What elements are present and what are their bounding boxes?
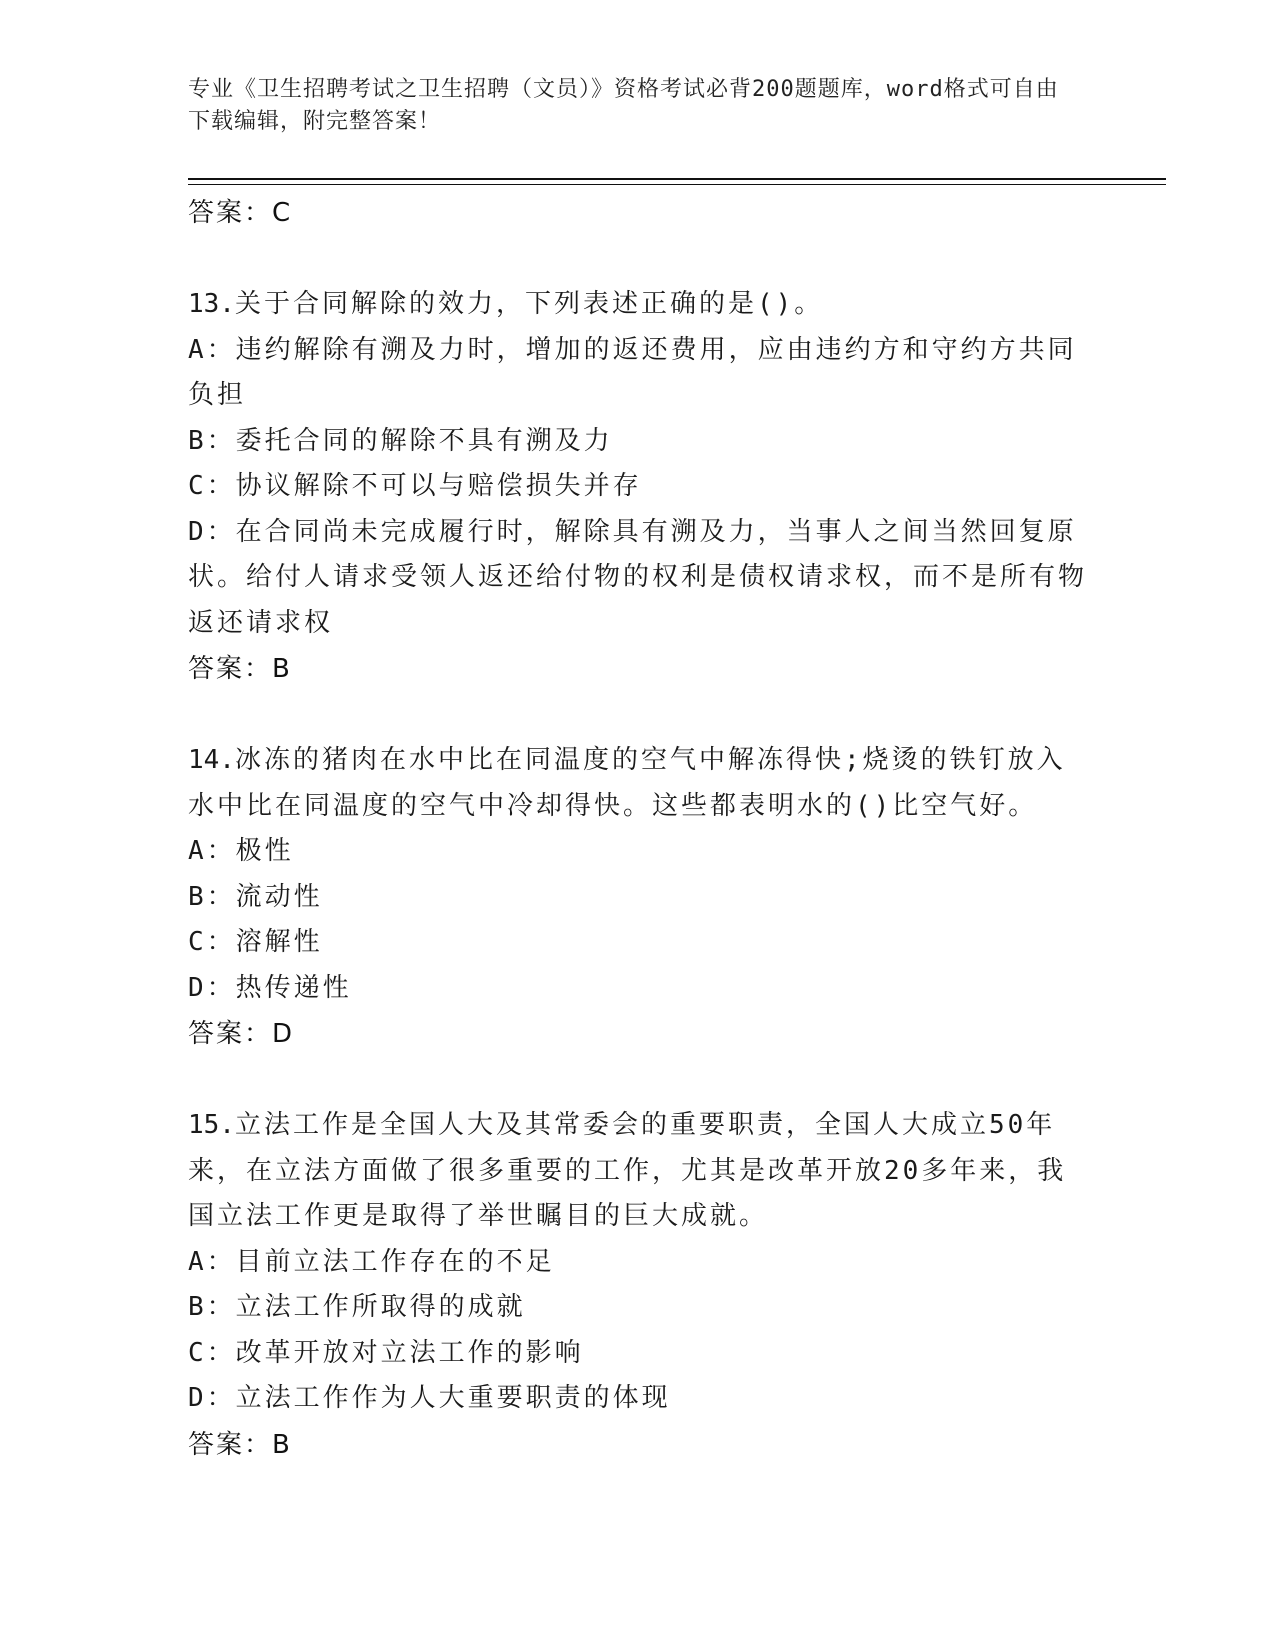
option-b: B：委托合同的解除不具有溯及力: [188, 425, 613, 456]
option-d: D：在合同尚未完成履行时，解除具有溯及力，当事人之间当然回复原状。给付人请求受领人返还给付物的权利是债权请求权，而不是所有物返还请求权: [188, 516, 1088, 638]
question-stem: 冰冻的猪肉在水中比在同温度的空气中解冻得快;烧烫的铁钉放入水中比在同温度的空气中冷却得快。这些都表明水的()比空气好。: [188, 745, 1066, 821]
page-header: 专业《卫生招聘考试之卫生招聘（文员）》资格考试必背200题题库，word格式可自由下载编辑，附完整答案！: [188, 77, 1059, 134]
option-c: C：溶解性: [188, 927, 323, 957]
header-rule-thick: [188, 178, 1166, 180]
answer-line: 答案：B: [188, 1429, 292, 1460]
question-14: [188, 738, 1088, 1057]
header-rule-thin: [188, 184, 1166, 185]
question-stem: 关于合同解除的效力，下列表述正确的是()。: [234, 289, 824, 319]
option-d: D：热传递性: [188, 972, 352, 1003]
question-text: [188, 738, 1088, 829]
option-d: D：立法工作作为人大重要职责的体现: [188, 1383, 671, 1413]
option-a: A：极性: [188, 836, 294, 866]
document-body: [188, 190, 1088, 1468]
option-a: A：目前立法工作存在的不足: [188, 1246, 555, 1277]
question-number: 13.: [188, 289, 235, 319]
answer-line: 答案：C: [188, 198, 293, 228]
answer-line: 答案：B: [188, 654, 292, 684]
question-13: [188, 282, 1088, 692]
answer-line: 答案：D: [188, 1019, 295, 1049]
question-15: [188, 1103, 1088, 1468]
option-b: B：流动性: [188, 881, 323, 912]
option-c: C：协议解除不可以与赔偿损失并存: [188, 471, 642, 501]
question-number: 14.: [188, 745, 235, 775]
question-text: [188, 282, 1088, 328]
option-c: C：改革开放对立法工作的影响: [188, 1337, 584, 1368]
question-text: [188, 1103, 1088, 1240]
question-number: 15.: [188, 1110, 235, 1140]
option-a: A：违约解除有溯及力时，增加的返还费用，应由违约方和守约方共同负担: [188, 334, 1077, 410]
option-b: B：立法工作所取得的成就: [188, 1292, 526, 1322]
question-stem: 立法工作是全国人大及其常委会的重要职责，全国人大成立50年来，在立法方面做了很多重要的工作，尤其是改革开放20多年来，我国立法工作更是取得了举世瞩目的巨大成就。: [188, 1110, 1067, 1231]
